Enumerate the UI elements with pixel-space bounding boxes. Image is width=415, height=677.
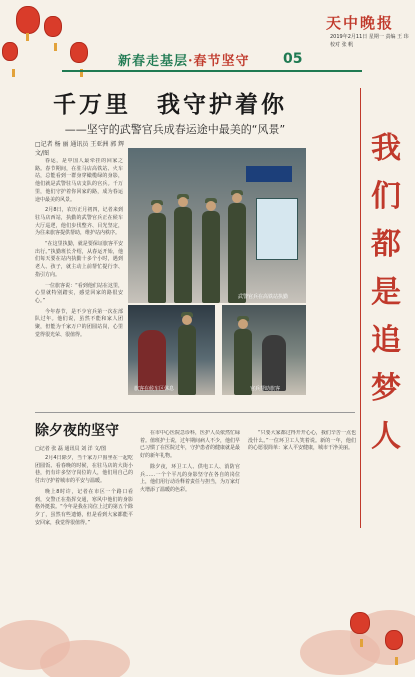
header-rule: [62, 70, 362, 72]
article-paragraph: 一位旅客说：“看到他们站在这里，心里就特别踏实，感觉回家的路很安心。”: [35, 282, 123, 304]
slogan-char: 追: [371, 323, 401, 358]
soldier-figure: [202, 211, 220, 303]
article2-paragraph: “只要大家都过得开开心心，我们辛苦一点也没什么。”一位环卫工人笑着说。新的一年，他们的心愿很简单：家人平安健康，城市干净美丽。: [248, 430, 356, 452]
article-paragraph: 春运，是中国人最牵挂的回家之路。春节期间，在驻马店高铁站、火车站，总能看到一群身穿橄榄绿的身影，他们就是武警驻马店支队的官兵。千万里，他们守护着你回家的路，成为春运途中最美的风景。: [35, 158, 123, 203]
article-byline: □记者 杨 丽 通讯员 王亚洲 郭 辉 文/图: [35, 141, 125, 157]
page-number: 05: [283, 51, 303, 67]
station-screen: [256, 198, 298, 260]
article2-paragraph: 除夕夜，环卫工人、供电工人、消防官兵……一个个平凡的身影坚守在各自的岗位上，他们用行动诠释着责任与担当，为万家灯火增添了温暖的色彩。: [140, 463, 240, 493]
article2-headline: 除夕夜的坚守: [35, 423, 119, 439]
article2-column-3: [248, 430, 356, 605]
slogan-char: 人: [371, 419, 401, 454]
masthead-title: 春节坚守: [193, 54, 250, 69]
slogan-char: 都: [371, 227, 401, 262]
masthead-dot: ·: [188, 54, 194, 69]
lantern-icon: [44, 16, 62, 37]
lantern-icon: [70, 42, 88, 63]
article2-byline: □记者 张 磊 通讯员 刘 洋 文/图: [35, 446, 106, 452]
article2-paragraph: 2月4日除夕，当千家万户围坐在一起吃团圆饭、看春晚的时候，在驻马店的大街小巷，仍有许多坚守岗位的人，他们用自己的付出守护着城市的平安与温暖。: [35, 455, 133, 485]
slogan-char: 是: [371, 275, 401, 310]
masthead-section: 新春走基层: [118, 54, 189, 69]
article-divider: [35, 412, 355, 413]
slogan-char: 梦: [371, 371, 401, 406]
soldier-figure: [228, 203, 246, 303]
station-sign: [246, 166, 292, 182]
left-photo: [128, 305, 215, 395]
vertical-slogan: [364, 125, 408, 461]
article-paragraph: “在这里执勤，就是要保证旅客平安出行。”执勤班长介绍，从春运开始，他们每天要在站内执勤十多个小时，遇到老人、孩子，就主动上前帮忙提行李、指引方向。: [35, 241, 123, 278]
lantern-icon: [350, 612, 370, 634]
lantern-icon: [385, 630, 403, 650]
traveler-figure: [262, 335, 286, 391]
right-photo: [222, 305, 306, 395]
slogan-rule: [360, 88, 361, 528]
traveler-figure: [138, 330, 166, 390]
article-paragraph: 今年春节，是不少官兵第一次在部队过年。他们说，虽然不能和家人团聚，但能为千家万户的团圆站岗，心里觉得很光荣、很值得。: [35, 308, 123, 338]
cloud-icon: [40, 640, 130, 677]
footer-decoration: [0, 600, 415, 677]
soldier-figure: [148, 213, 166, 303]
lantern-icon: [2, 42, 18, 61]
slogan-char: 们: [371, 179, 401, 214]
article2-column-1: [35, 455, 133, 605]
article-paragraph: 2月8日，农历正月初四，记者来到驻马店西站，执勤的武警官兵正在候车大厅巡逻，他们步伐整齐、目光坚定，为往来旅客提供帮助，维护站内秩序。: [35, 207, 123, 237]
article2-paragraph: 在市中心医院急诊科，医护人员依然忙碌着。值班护士说，过年期间病人不少，他们早已习惯了在医院过年，守护患者的健康就是最好的新年礼物。: [140, 430, 240, 460]
main-photo: [128, 148, 306, 303]
article2-column-2: [140, 430, 240, 605]
article-subheadline: ——坚守的武警官兵成春运途中最美的“风景”: [64, 123, 286, 136]
main-photo-caption: 武警官兵在高铁站执勤: [238, 294, 289, 300]
paper-name: 天中晚报: [326, 14, 395, 32]
left-photo-caption: 旅客在候车区休息: [134, 386, 175, 392]
soldier-figure: [174, 207, 192, 303]
paper-meta: 2019年2月11日 星期一 责编 王 玮 校对 张 帆: [330, 34, 409, 48]
slogan-char: 我: [371, 131, 401, 166]
right-photo-caption: 官兵帮助旅客: [250, 386, 281, 392]
soldier-figure: [178, 325, 196, 395]
article2-paragraph: 晚上8时许，记者在市区一个路口看到，交警正在指挥交通，寒风中他们的身影格外挺拔。“今年是我在岗位上过的第五个除夕了，虽然有些遗憾，但是看到大家都能平安回家，我觉得很值得。”: [35, 488, 133, 526]
article-column-left: [35, 158, 123, 408]
lantern-icon: [16, 6, 40, 34]
header-band: [0, 0, 415, 86]
article-headline: 千万里 我守护着你: [53, 91, 287, 118]
section-masthead: [118, 50, 250, 69]
